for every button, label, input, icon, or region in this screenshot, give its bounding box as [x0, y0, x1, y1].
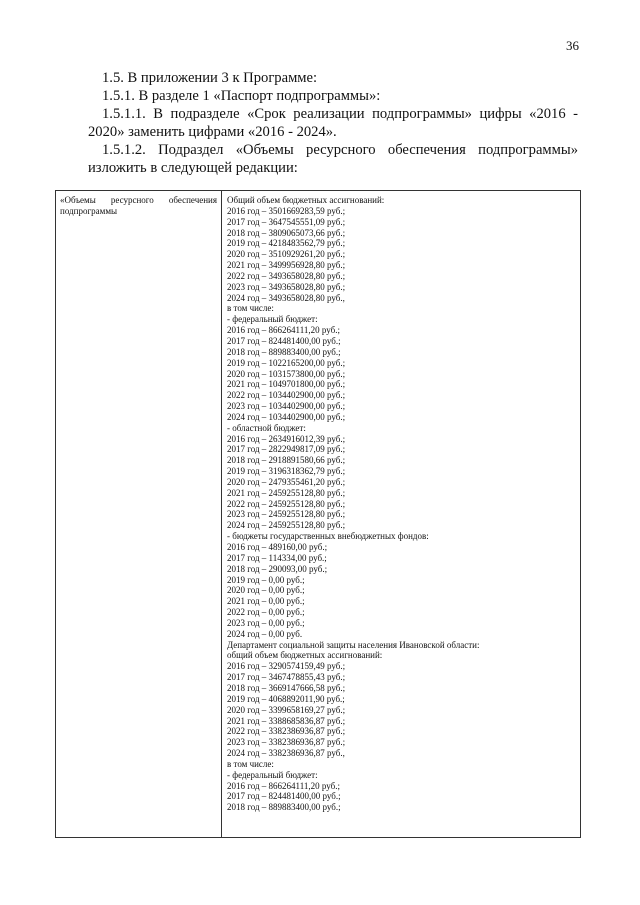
table-text-line: 2024 год – 1034402900,00 руб.;	[227, 411, 346, 422]
table-text-line: 2017 год – 824481400,00 руб.;	[227, 791, 341, 802]
table-text-line: 2020 год – 2479355461,20 руб.;	[227, 476, 346, 487]
table-text-line: 2017 год – 2822949817,09 руб.;	[227, 444, 346, 455]
table-text-line: 2021 год – 1049701800,00 руб.;	[227, 379, 346, 390]
table-text-line: 2017 год – 3467478855,43 руб.;	[227, 672, 346, 683]
table-text-line: 2016 год – 3501669283,59 руб.;	[227, 205, 346, 216]
table-text-line: 2023 год – 2459255128,80 руб.;	[227, 509, 346, 520]
paragraph-section-1-5: 1.5. В приложении 3 к Программе:	[102, 70, 318, 86]
resource-table	[55, 190, 581, 838]
table-text-line: 2021 год – 0,00 руб.;	[227, 596, 305, 607]
table-text-line: - федеральный бюджет:	[227, 769, 318, 780]
table-text-line: 2020 год – 0,00 руб.;	[227, 585, 305, 596]
table-text-line: 2021 год – 2459255128,80 руб.;	[227, 487, 346, 498]
table-text-line: 2019 год – 1022165200,00 руб.;	[227, 357, 346, 368]
table-text-line: 2017 год – 3647545551,09 руб.;	[227, 216, 346, 227]
table-text-line: 2016 год – 866264111,20 руб.;	[227, 325, 340, 336]
table-text-line: общий объем бюджетных ассигнований:	[227, 650, 383, 661]
table-text-line: 2016 год – 3290574159,49 руб.;	[227, 661, 346, 672]
table-text-line: в том числе:	[227, 758, 274, 769]
paragraph-section-1-5-1-1-cont: 2020» заменить цифрами «2016 - 2024».	[88, 124, 337, 140]
table-text-line: - областной бюджет:	[227, 422, 306, 433]
table-text-line: 2020 год – 3399658169,27 руб.;	[227, 704, 346, 715]
table-text-line: 2022 год – 1034402900,00 руб.;	[227, 390, 346, 401]
paragraph-section-1-5-1-2: 1.5.1.2. Подраздел «Объемы ресурсного обеспечения подпрограммы»	[102, 142, 578, 158]
table-text-line: 2016 год – 2634916012,39 руб.;	[227, 433, 346, 444]
paragraph-section-1-5-1-1: 1.5.1.1. В подразделе «Срок реализации подпрограммы» цифры «2016 -	[102, 106, 578, 122]
table-text-line: 2019 год – 4218483562,79 руб.;	[227, 238, 346, 249]
table-text-line: 2019 год – 4068892011,90 руб.;	[227, 693, 345, 704]
table-left-cell	[56, 191, 222, 837]
left-cell-line: «Объемы ресурсного обеспечения	[60, 195, 217, 205]
table-text-line: - федеральный бюджет:	[227, 314, 318, 325]
table-text-line: 2023 год – 0,00 руб.;	[227, 617, 305, 628]
table-text-line: 2017 год – 824481400,00 руб.;	[227, 335, 341, 346]
table-text-line: 2021 год – 3388685836,87 руб.;	[227, 715, 346, 726]
page-number: 36	[566, 38, 579, 53]
table-text-line: 2022 год – 3493658028,80 руб.;	[227, 270, 346, 281]
table-text-line: 2018 год – 889883400,00 руб.;	[227, 802, 341, 813]
left-cell-line: подпрограммы	[60, 205, 118, 216]
table-text-line: 2022 год – 0,00 руб.;	[227, 607, 305, 618]
table-text-line: 2024 год – 3493658028,80 руб.,	[227, 292, 345, 303]
table-text-line: 2022 год – 3382386936,87 руб.;	[227, 726, 346, 737]
table-text-line: 2018 год – 290093,00 руб.;	[227, 563, 328, 574]
table-text-line: 2021 год – 3499956928,80 руб.;	[227, 260, 346, 271]
table-text-line: 2018 год – 889883400,00 руб.;	[227, 346, 341, 357]
table-text-line: 2016 год – 489160,00 руб.;	[227, 542, 328, 552]
table-text-line: 2019 год – 3196318362,79 руб.;	[227, 466, 346, 477]
table-text-line: - бюджеты государственных внебюджетных фондов:	[227, 531, 429, 542]
table-text-line: 2024 год – 3382386936,87 руб.,	[227, 748, 345, 759]
table-text-line: 2022 год – 2459255128,80 руб.;	[227, 498, 346, 509]
table-text-line: 2018 год – 3669147666,58 руб.;	[227, 682, 346, 693]
table-text-line: 2019 год – 0,00 руб.;	[227, 574, 305, 585]
table-text-line: 2018 год – 2918891580,66 руб.;	[227, 455, 346, 466]
table-text-line: Департамент социальной защиты населения Ивановской области:	[227, 639, 480, 650]
table-text-line: в том числе:	[227, 303, 274, 314]
table-right-cell	[223, 191, 580, 837]
table-text-line: 2023 год – 3493658028,80 руб.;	[227, 281, 346, 292]
table-text-line: 2020 год – 1031573800,00 руб.;	[227, 368, 346, 379]
table-text-line: 2024 год – 0,00 руб.	[227, 628, 303, 639]
paragraph-section-1-5-1: 1.5.1. В разделе 1 «Паспорт подпрограммы»:	[102, 88, 381, 104]
table-text-line: 2018 год – 3809065073,66 руб.;	[227, 227, 346, 238]
table-text-line: 2017 год – 114334,00 руб.;	[227, 552, 327, 563]
table-text-line: 2024 год – 2459255128,80 руб.;	[227, 520, 346, 531]
table-text-line: Общий объем бюджетных ассигнований:	[227, 195, 385, 205]
table-text-line: 2023 год – 1034402900,00 руб.;	[227, 401, 346, 412]
table-text-line: 2023 год – 3382386936,87 руб.;	[227, 737, 346, 748]
table-text-line: 2016 год – 866264111,20 руб.;	[227, 780, 340, 791]
paragraph-section-1-5-1-2-cont: изложить в следующей редакции:	[88, 160, 298, 176]
table-text-line: 2020 год – 3510929261,20 руб.;	[227, 249, 346, 260]
